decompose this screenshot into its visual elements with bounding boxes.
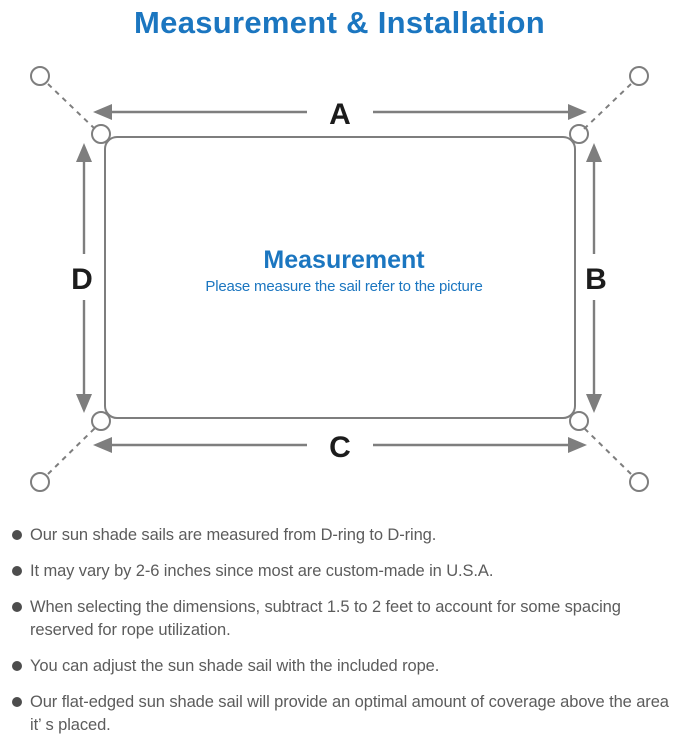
bullet-icon <box>12 530 22 540</box>
dimension-arrow-a <box>93 98 587 131</box>
note-text: It may vary by 2-6 inches since most are custom-made in U.S.A. <box>30 561 494 580</box>
list-item <box>12 596 679 642</box>
arrow-b-head-top-icon <box>586 143 602 162</box>
anchor-ring-bottom-left-icon <box>31 473 49 491</box>
diagram-center-subheading: Please measure the sail refer to the picture <box>205 277 483 295</box>
dimension-label-d: D <box>71 262 93 296</box>
d-ring-bottom-left-icon <box>92 412 110 430</box>
arrow-d-head-bottom-icon <box>76 394 92 413</box>
note-text: You can adjust the sun shade sail with the included rope. <box>30 656 440 675</box>
dimension-arrow-b <box>585 143 607 413</box>
bullet-icon <box>12 697 22 707</box>
arrow-c-head-right-icon <box>568 437 587 453</box>
dimension-arrow-d <box>71 143 93 413</box>
arrow-a-head-right-icon <box>568 104 587 120</box>
page-title: Measurement & Installation <box>134 5 545 40</box>
list-item <box>12 655 679 678</box>
notes-list <box>12 524 679 737</box>
dimension-arrow-c <box>93 431 587 464</box>
rope-line-top-left <box>48 84 95 129</box>
anchor-ring-top-right-icon <box>630 67 648 85</box>
d-ring-bottom-right-icon <box>570 412 588 430</box>
rope-line-bottom-left <box>48 428 95 474</box>
arrow-a-head-left-icon <box>93 104 112 120</box>
anchor-ring-top-left-icon <box>31 67 49 85</box>
bullet-icon <box>12 602 22 612</box>
dimension-label-c: C <box>329 430 351 464</box>
note-text: Our flat-edged sun shade sail will provide an optimal amount of coverage above the area it’ s placed. <box>30 692 669 734</box>
list-item <box>12 691 679 737</box>
arrow-d-head-top-icon <box>76 143 92 162</box>
rope-line-bottom-right <box>584 428 631 474</box>
list-item <box>12 560 679 583</box>
note-text: Our sun shade sails are measured from D-ring to D-ring. <box>30 525 437 544</box>
arrow-b-head-bottom-icon <box>586 394 602 413</box>
measurement-diagram <box>0 43 679 503</box>
dimension-label-a: A <box>329 97 351 131</box>
diagram-center-heading: Measurement <box>263 245 425 274</box>
dimension-label-b: B <box>585 262 607 296</box>
note-text: When selecting the dimensions, subtract 1.5 to 2 feet to account for some spacing reserved for rope utilization. <box>30 597 621 639</box>
bullet-icon <box>12 566 22 576</box>
list-item <box>12 524 679 547</box>
rope-line-top-right <box>584 84 631 129</box>
anchor-ring-bottom-right-icon <box>630 473 648 491</box>
arrow-c-head-left-icon <box>93 437 112 453</box>
measurement-installation-infographic <box>0 4 679 743</box>
bullet-icon <box>12 661 22 671</box>
